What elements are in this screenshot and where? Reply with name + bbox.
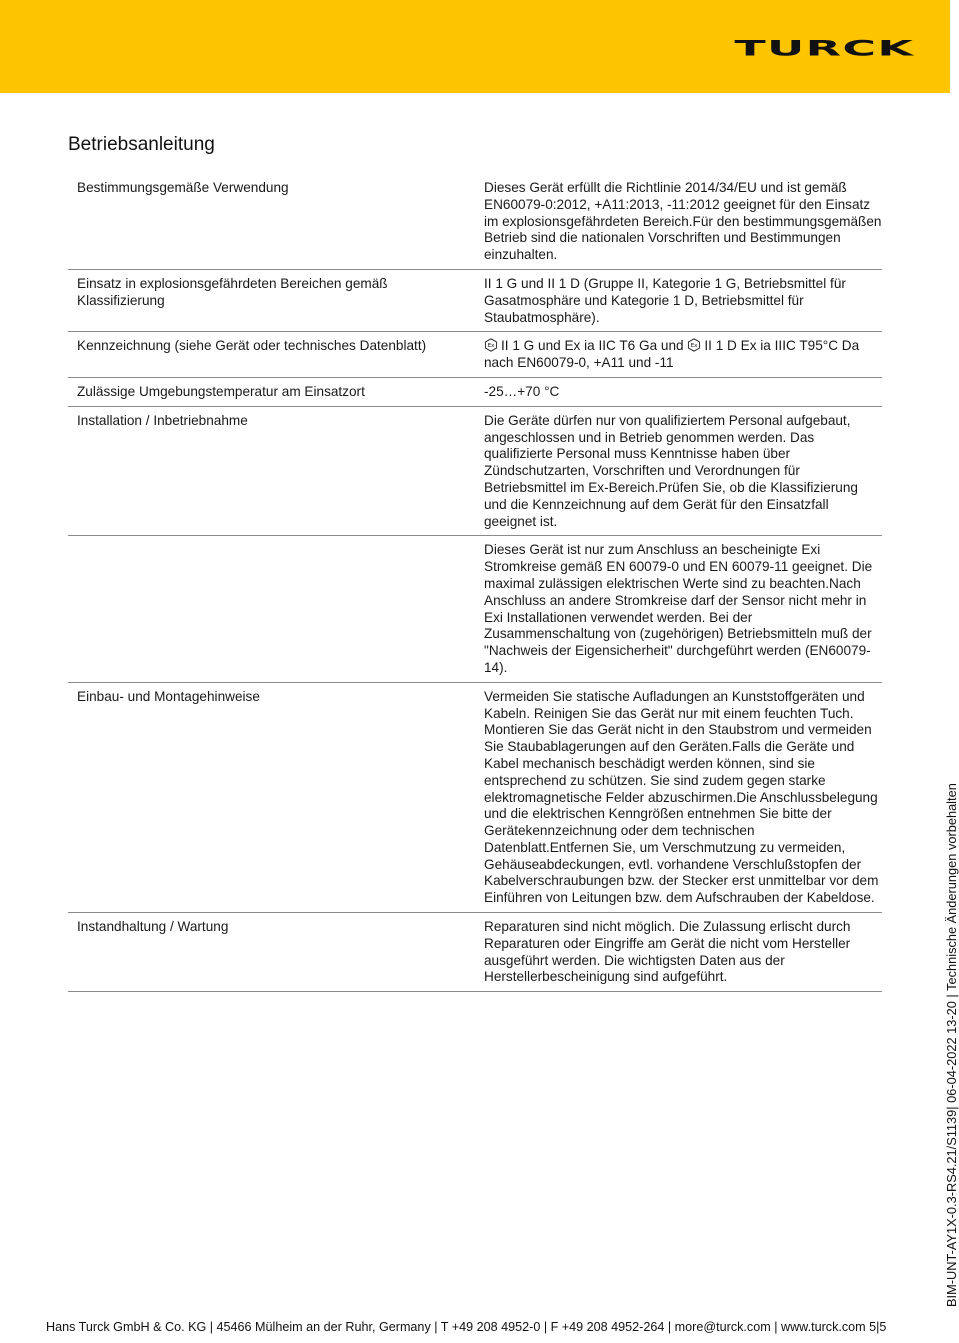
marking-dust: II 1 D Ex ia IIIC T95°C Da nach EN60079-0, +A11 und -11 bbox=[484, 338, 860, 371]
table-row bbox=[68, 406, 882, 536]
row-label: Bestimmungsgemäße Verwendung bbox=[68, 174, 478, 269]
table-row bbox=[68, 269, 882, 331]
page-title: Betriebsanleitung bbox=[68, 134, 215, 155]
row-value: Dieses Gerät ist nur zum Anschluss an bescheinigte Exi Stromkreise gemäß EN 60079-0 und EN 60079-11 geeignet. Die maximal zulässigen elektrischen Werte sind zu beachten.Nach Anschluss an andere Stromkreise darf der Sensor nicht mehr in Exi Installationen verwendet werden. Bei der Zusammenschaltung von (zugehörigen) Betriebsmitteln muß der "Nachweis der Eigensicherheit" durchgeführt werden (EN60079-14). bbox=[478, 536, 882, 682]
row-value: Die Geräte dürfen nur von qualifiziertem Personal aufgebaut, angeschlossen und in Betrieb genommen werden. Das qualifizierte Personal muss Kenntnisse haben über Zündschutzarten, Vorschriften und Verordnungen für Betriebsmittel im Ex-Bereich.Prüfen Sie, ob die Klassifizierung und die Kennzeichnung auf dem Gerät für den Einsatzfall geeignet ist. bbox=[478, 406, 882, 536]
row-value bbox=[478, 332, 882, 378]
row-label: Einbau- und Montagehinweise bbox=[68, 682, 478, 912]
row-label: Kennzeichnung (siehe Gerät oder technisches Datenblatt) bbox=[68, 332, 478, 378]
row-value: II 1 G und II 1 D (Gruppe II, Kategorie 1 G, Betriebsmittel für Gasatmosphäre und Kategorie 1 D, Betriebsmittel für Staubatmosphäre). bbox=[478, 269, 882, 331]
svg-text:Ex: Ex bbox=[690, 343, 698, 350]
row-label: Einsatz in explosionsgefährdeten Bereichen gemäß Klassifizierung bbox=[68, 269, 478, 331]
header-band bbox=[0, 0, 950, 93]
spec-table bbox=[68, 174, 882, 992]
document-id-note: BIM-UNT-AY1X-0.3-RS4.21/S1139| 06-04-2022 13-20 | Technische Änderungen vorbehalten bbox=[944, 783, 959, 1307]
marking-gas: II 1 G und Ex ia IIC T6 Ga und bbox=[501, 338, 684, 354]
row-label: Installation / Inbetriebnahme bbox=[68, 406, 478, 536]
ex-hexagon-icon bbox=[484, 338, 498, 352]
table-row bbox=[68, 332, 882, 378]
footer-contact: Hans Turck GmbH & Co. KG | 45466 Mülheim an der Ruhr, Germany | T +49 208 4952-0 | F +49 208 4952-264 | more@turck.com | www.turck.com 5|5 bbox=[46, 1320, 887, 1334]
table-row bbox=[68, 536, 882, 682]
row-label: Zulässige Umgebungstemperatur am Einsatzort bbox=[68, 377, 478, 406]
table-row bbox=[68, 913, 882, 992]
svg-text:Ex: Ex bbox=[487, 343, 495, 350]
row-value: Vermeiden Sie statische Aufladungen an Kunststoffgeräten und Kabeln. Reinigen Sie das Gerät nur mit einem feuchten Tuch. Montieren Sie das Gerät nicht in den Staubstrom und vermeiden Sie Staubablagerungen auf den Geräten.Falls die Geräte und Kabel mechanisch beschädigt werden können, sind sie entsprechend zu schützen. Sie sind zudem gegen starke elektromagnetische Felder abzuschirmen.Die Anschlussbelegung und die elektrischen Kenngrößen entnehmen Sie bitte der Gerätekennzeichnung oder dem technischen Datenblatt.Entfernen Sie, um Verschmutzung zu vermeiden, Gehäuseabdeckungen, evtl. vorhandene Verschlußstopfen der Kabelverschraubungen bzw. der Stecker erst unmittelbar vor dem Einführen von Leitungen bzw. dem Aufschrauben der Kabeldose. bbox=[478, 682, 882, 912]
row-label: Instandhaltung / Wartung bbox=[68, 913, 478, 992]
turck-logo: TURCK bbox=[734, 36, 914, 61]
row-value: -25…+70 °C bbox=[478, 377, 882, 406]
row-value: Reparaturen sind nicht möglich. Die Zulassung erlischt durch Reparaturen oder Eingriffe am Gerät die nicht vom Hersteller ausgeführt werden. Die wichtigsten Daten aus der Herstellerbescheinigung sind aufgeführt. bbox=[478, 913, 882, 992]
row-label bbox=[68, 536, 478, 682]
table-row bbox=[68, 377, 882, 406]
ex-hexagon-icon bbox=[687, 338, 701, 352]
table-row bbox=[68, 682, 882, 912]
row-value: Dieses Gerät erfüllt die Richtlinie 2014/34/EU und ist gemäß EN60079-0:2012, +A11:2013, -11:2012 geeignet für den Einsatz im explosionsgefährdeten Bereich.Für den bestimmungsgemäßen Betrieb sind die nationalen Vorschriften und Bestimmungen einzuhalten. bbox=[478, 174, 882, 269]
table-row bbox=[68, 174, 882, 269]
